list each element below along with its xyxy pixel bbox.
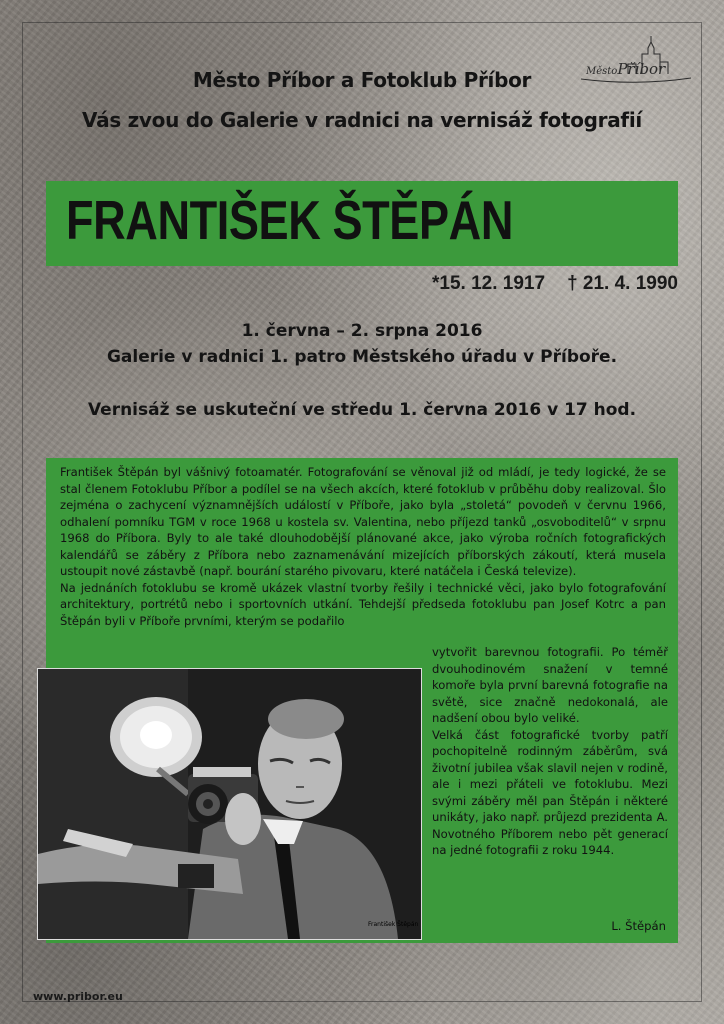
exhibition-dates: 1. června – 2. srpna 2016 [241, 321, 483, 341]
exhibition-venue: Galerie v radnici 1. patro Městského úřadu v Příboře. [106, 347, 618, 367]
portrait-photo [37, 668, 422, 940]
vernissage-info: Vernisáž se uskuteční ve středu 1. června 2016 v 17 hod. [87, 400, 637, 420]
birth-date: *15. 12. 1917 [432, 273, 546, 294]
photo-caption: František Štěpán [368, 921, 419, 928]
photographer-name: FRANTIŠEK ŠTĚPÁN [66, 189, 513, 251]
logo-prefix: Město [586, 66, 618, 77]
biography-paragraph-1: František Štěpán byl vášnivý fotoamatér. Fotografování se věnoval již od mládí, je tedy logické, že se stal členem Fotoklubu Příbor a podílel se na všech akcích, které fotoklub v průběhu doby realizoval. Šlo zejména o zachycení významnějších událostí v Příboře, jako byla „stoletá“ povodeň v červnu 1966, odhalení pomníku TGM v roce 1968 u kostela sv. Valentina, nebo příjezd tanků „osvoboditelů“ v srpnu 1968 do Příbora. Byly to ale také dlouhodobější plánované akce, jako výroba ročních fotografických kalendářů se záběry z Příbora nebo zaznamenávání mizejících příborských zákoutí, která musela ustoupit nové zástavbě (např. bourání starého pivovaru, které natáčela i Česká televize). [60, 465, 666, 578]
photographer-portrait-image [38, 669, 421, 939]
website-link[interactable]: www.pribor.eu [33, 990, 123, 1003]
invitation-line-1: Město Příbor a Fotoklub Příbor [192, 68, 532, 92]
biography-paragraph-3: Velká část fotografické tvorby patří pochopitelně rodinným záběrům, svá životní jubilea však slavil nejen v rodině, ale i mezi přáteli ve fotoklubu. Mezi svými záběry měl pan Štěpán i některé unikáty, jako např. průjezd prezidenta A. Novotného Příborem nebo pět generací na jedné fotografii z roku 1944. [432, 727, 668, 857]
author-signature: L. Štěpán [611, 919, 666, 933]
invitation-line-2: Vás zvou do Galerie v radnici na vernisáž fotografií [82, 108, 642, 132]
life-dates [432, 273, 678, 295]
death-date: † 21. 4. 1990 [567, 273, 678, 294]
biography-text [60, 464, 666, 629]
biography-paragraph-2: Na jednáních fotoklubu se kromě ukázek vlastní tvorby řešily i technické věci, jako bylo fotografování architektury, portrétů nebo i sportovních utkání. Tehdejší předseda fotoklubu pan Josef Kotrc a pan Štěpán byli v Příboře prvními, kterým se podařilo [60, 580, 666, 628]
logo-name: Příbor [617, 60, 666, 78]
biography-side-text [432, 644, 668, 859]
biography-paragraph-2-end: vytvořit barevnou fotografii. Po téměř dvouhodinovém snažení v temné komoře byla první barevná fotografie na světě, sice značně nedokonalá, ale nadšení obou bylo veliké. [432, 645, 668, 725]
